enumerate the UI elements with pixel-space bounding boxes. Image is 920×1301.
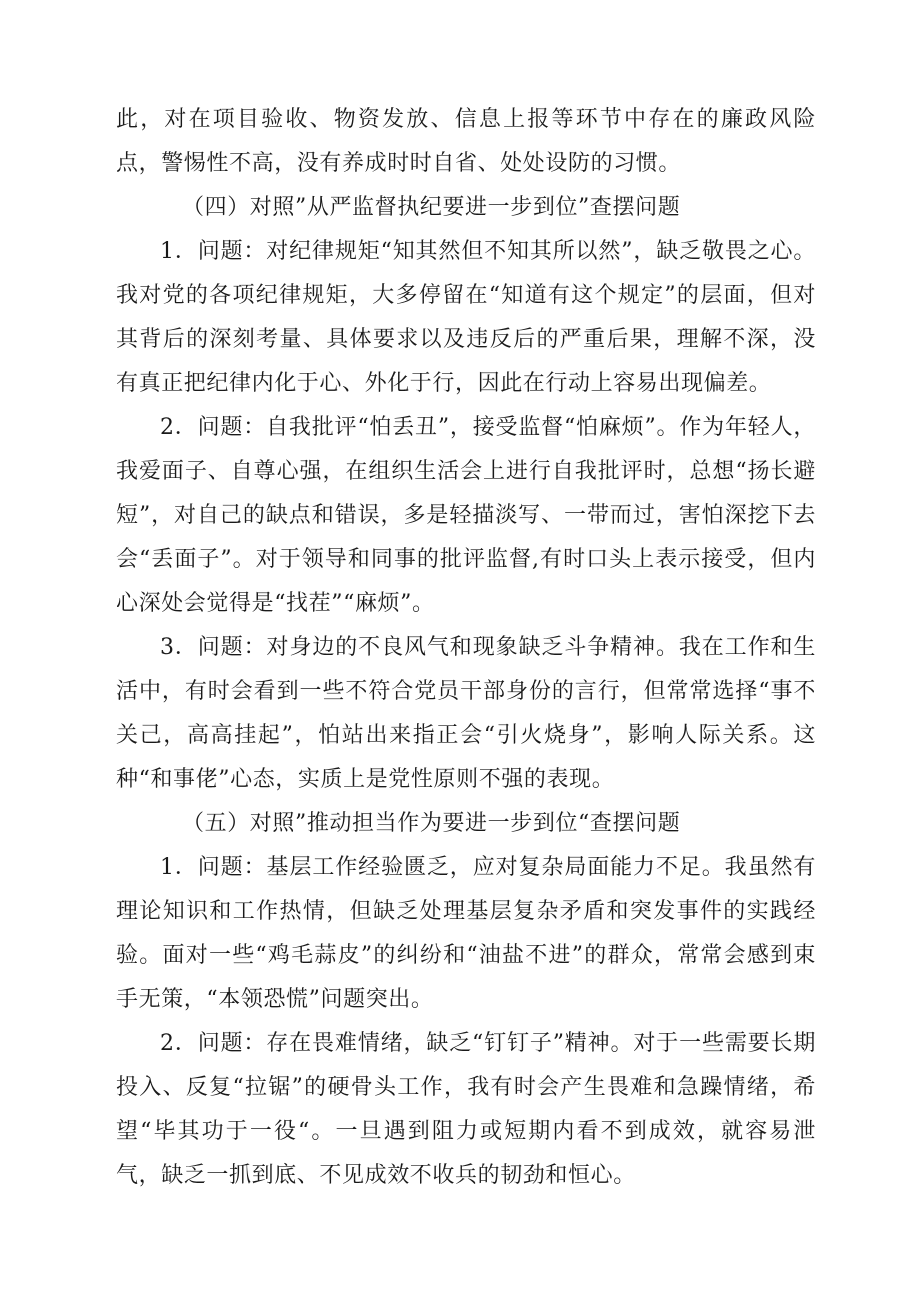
section-4-item-3: 3．问题：对身边的不良风气和现象缺乏斗争精神。我在工作和生活中，有时会看到一些不符合党员干部身份的言行，但常常选择“事不关己，高高挂起”，怕站出来指正会“引火烧身”，影响人际关系。这种“和事佬”心态，实质上是党性原则不强的表现。 xyxy=(116,635,816,792)
section-4-item-2: 2．问题：自我批评“怕丢丑”，接受监督“怕麻烦”。作为年轻人，我爱面子、自尊心强，在组织生活会上进行自我批评时，总想“扬长避短”，对自己的缺点和错误，多是轻描淡写、一带而过，害怕深挖下去会“丢面子”。对于领导和同事的批评监督,有时口头上表示接受，但内心深处会觉得是“找茬”“麻烦”。 xyxy=(116,415,816,616)
section-heading-4: （四）对照”从严监督执纪要进一步到位”查摆问题 xyxy=(182,195,681,220)
section-5-item-1: 1．问题：基层工作经验匮乏，应对复杂局面能力不足。我虽然有理论知识和工作热情，但缺乏处理基层复杂矛盾和突发事件的实践经验。面对一些“鸡毛蒜皮”的纠纷和“油盐不进”的群众，常常会感到束手无策，“本领恐慌”问题突出。 xyxy=(116,855,816,1012)
section-5-item-2: 2．问题：存在畏难情绪，缺乏“钉钉子”精神。对于一些需要长期投入、反复“拉锯”的硬骨头工作，我有时会产生畏难和急躁情绪，希望“毕其功于一役“。一旦遇到阻力或短期内看不到成效，就容易泄气，缺乏一抓到底、不见成效不收兵的韧劲和恒心。 xyxy=(116,1031,816,1188)
paragraph-continuation: 此，对在项目验收、物资发放、信息上报等环节中存在的廉政风险点，警惕性不高，没有养成时时自省、处处设防的习惯。 xyxy=(116,107,816,176)
section-heading-5: （五）对照”推动担当作为要进一步到位“查摆问题 xyxy=(182,811,681,836)
document-body xyxy=(116,98,816,1198)
section-4-item-1: 1．问题：对纪律规矩“知其然但不知其所以然”，缺乏敬畏之心。我对党的各项纪律规矩，大多停留在“知道有这个规定”的层面，但对其背后的深刻考量、具体要求以及违反后的严重后果，理解不深，没有真正把纪律内化于心、外化于行，因此在行动上容易出现偏差。 xyxy=(116,239,816,396)
